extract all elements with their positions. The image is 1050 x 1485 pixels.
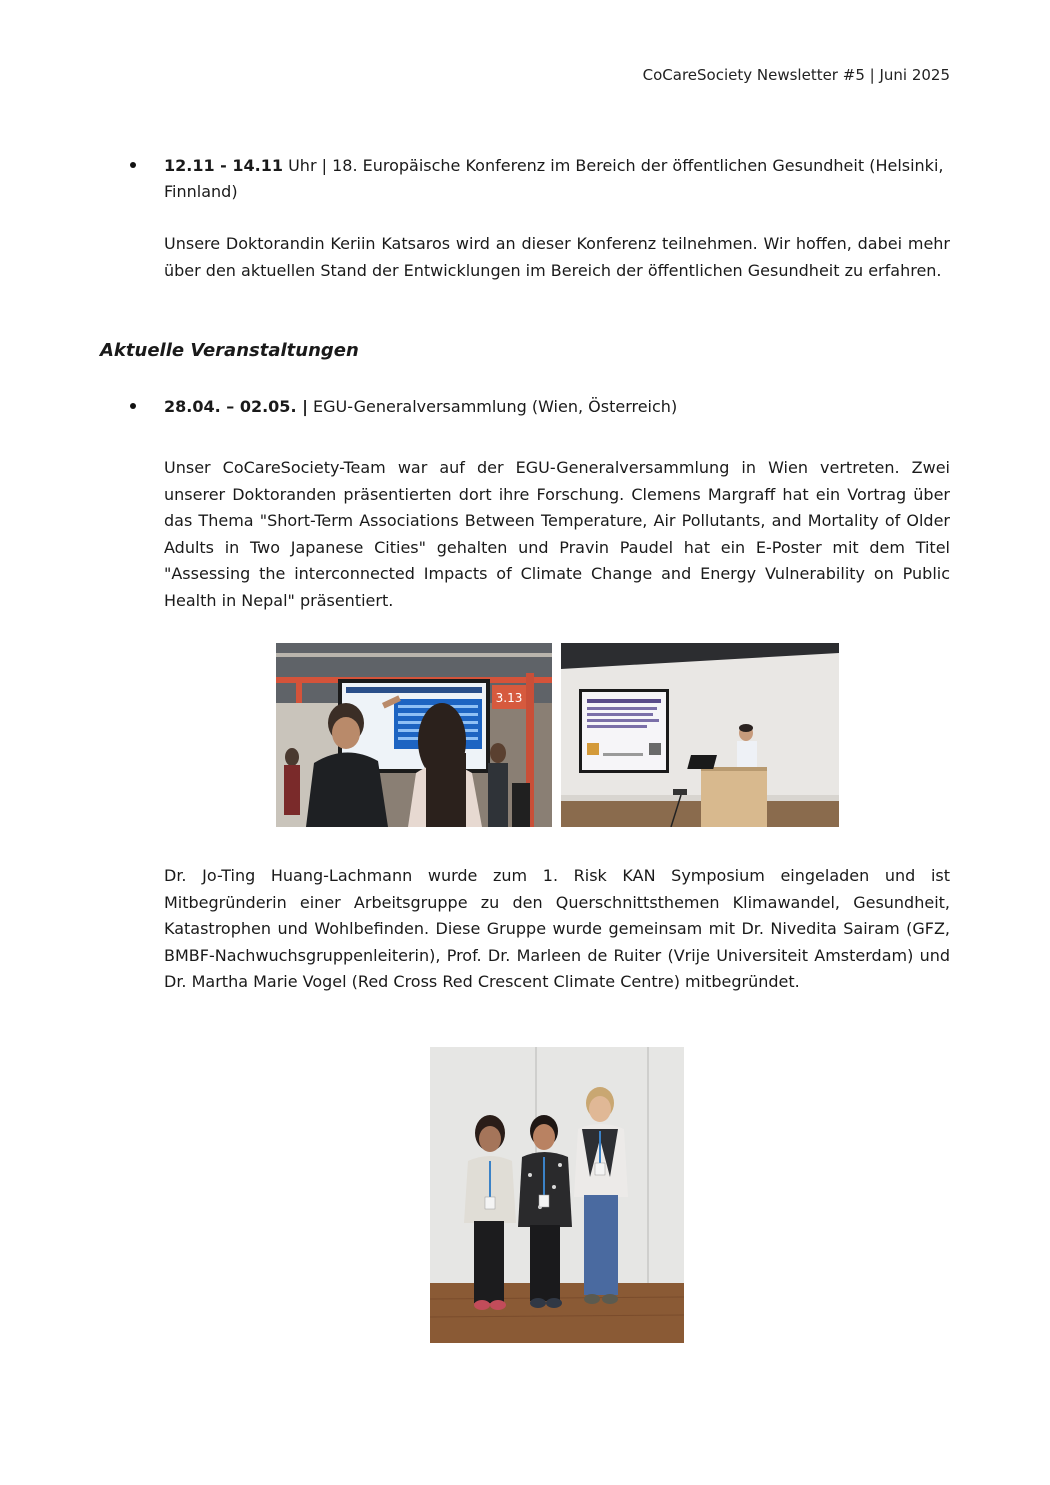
event-heading [164,394,950,420]
newsletter-header: CoCareSociety Newsletter #5 | Juni 2025 [642,66,950,84]
section-title: Aktuelle Veranstaltungen [100,340,359,361]
bullet-icon [130,162,136,168]
event-item-conference [130,153,950,205]
poster-sign-label: 3.13 [495,691,523,705]
photo-researchers-group [430,1047,684,1343]
event-item-egu [130,394,950,420]
event-date: 12.11 - 14.11 [164,156,283,175]
photo-poster-session [276,643,552,827]
event-title: Uhr | 18. Europäische Konferenz im Bereich der öffentlichen Gesundheit (Helsinki, Finnland) [164,156,944,201]
event-heading [164,153,950,205]
risk-kan-description: Dr. Jo-Ting Huang-Lachmann wurde zum 1. Risk KAN Symposium eingeladen und ist Mitbegründerin einer Arbeitsgruppe zu den Querschnittsthemen Klimawandel, Gesundheit, Katastrophen und Wohlbefinden. Diese Gruppe wurde gemeinsam mit Dr. Nivedita Sairam (GFZ, BMBF-Nachwuchsgruppenleiterin), Prof. Dr. Marleen de Ruiter (Vrije Universiteit Amsterdam) und Dr. Martha Marie Vogel (Red Cross Red Crescent Climate Centre) mitbegründet. [164,866,950,991]
event-title: EGU-Generalversammlung (Wien, Österreich) [307,397,678,416]
event-description: Unser CoCareSociety-Team war auf der EGU-Generalversammlung in Wien vertreten. Zwei unserer Doktoranden präsentierten dort ihre Forschung. Clemens Margraff hat ein Vortrag über das Thema "Short-Term Associations Between Temperature, Air Pollutants, and Mortality of Older Adults in Two Japanese Cities" gehalten und Pravin Paudel hat ein E-Poster mit dem Titel "Assessing the interconnected Impacts of Climate Change and Energy Vulnerability on Public Health in Nepal" präsentiert. [164,458,950,610]
event-date: 28.04. – 02.05. | [164,397,308,416]
event-description: Unsere Doktorandin Keriin Katsaros wird an dieser Konferenz teilnehmen. Wir hoffen, dabei mehr über den aktuellen Stand der Entwicklungen im Bereich der öffentlichen Gesundheit zu erfahren. [164,234,950,280]
bullet-icon [130,403,136,409]
photo-talk-presentation [561,643,839,827]
